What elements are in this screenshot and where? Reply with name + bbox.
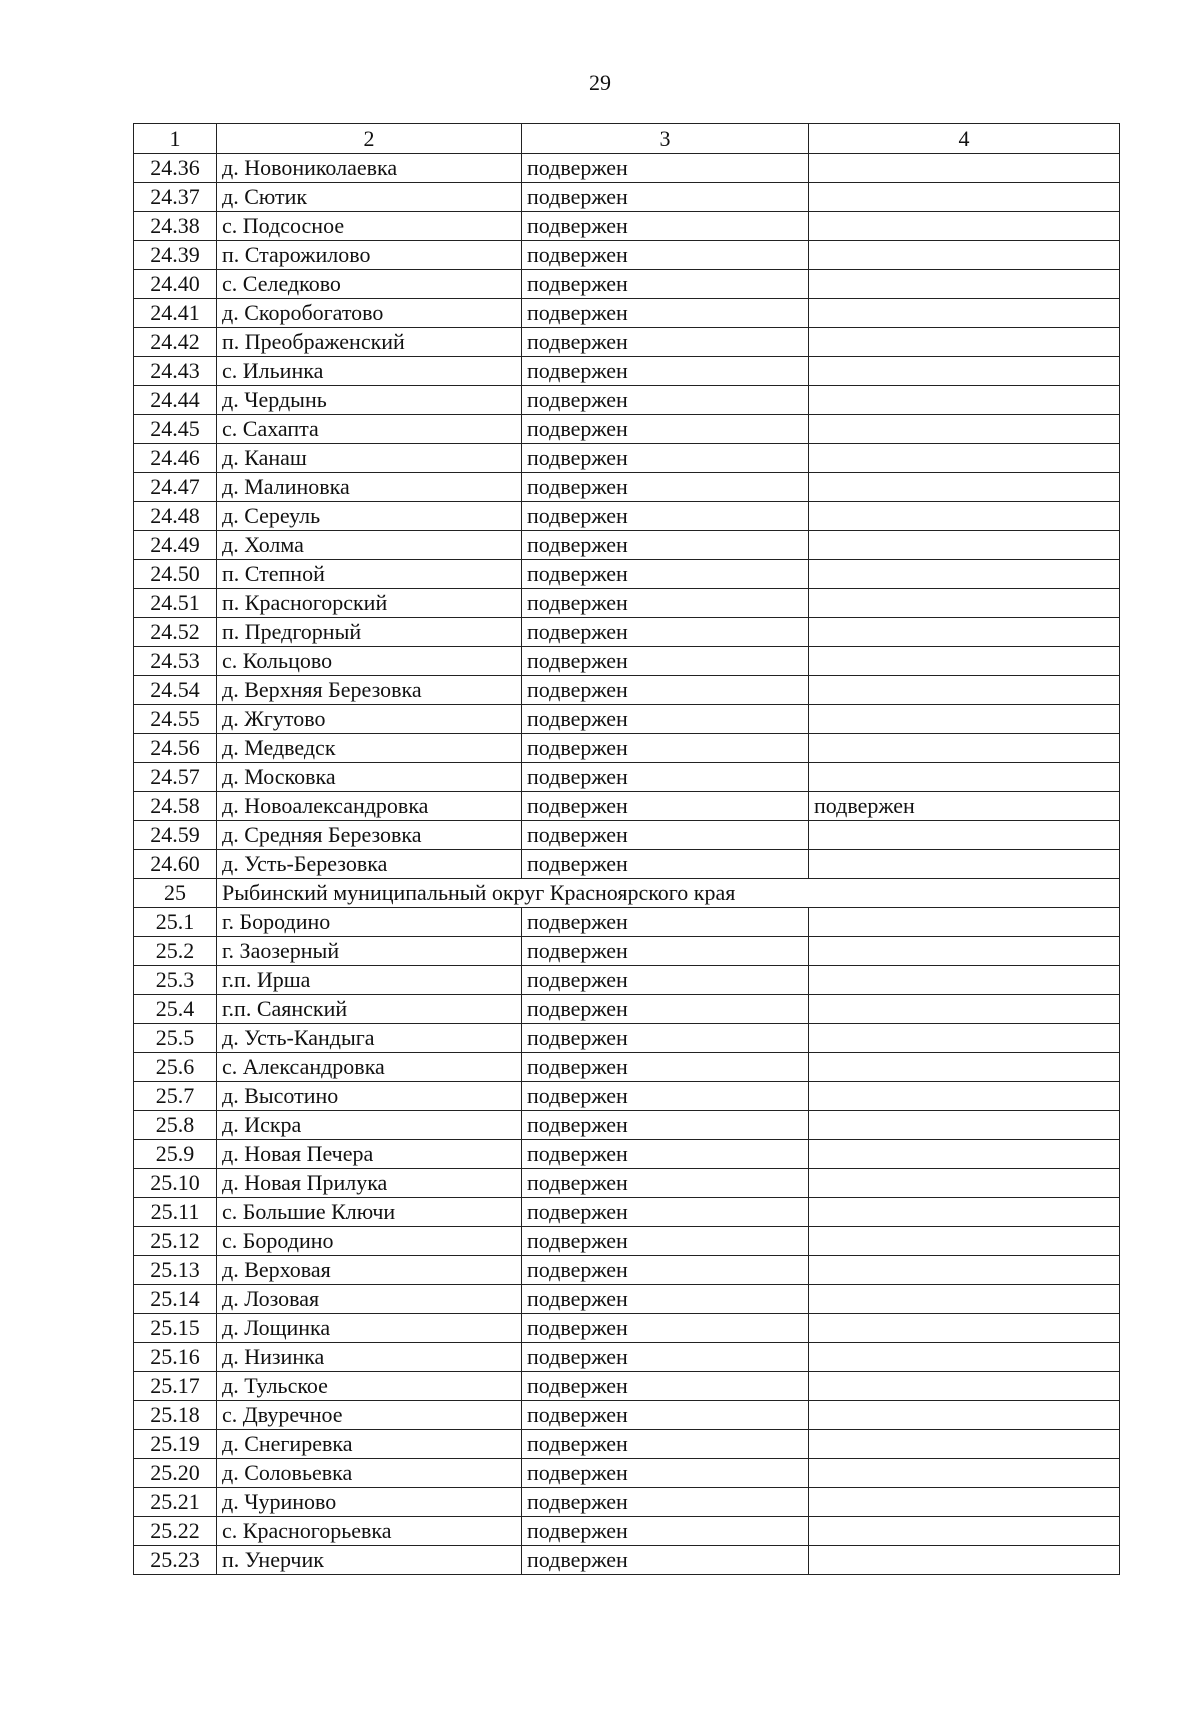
column-4-value xyxy=(809,734,1120,763)
row-number: 25.6 xyxy=(134,1053,217,1082)
column-3-value: подвержен xyxy=(522,908,809,937)
settlement-name: д. Низинка xyxy=(217,1343,522,1372)
column-header-2: 2 xyxy=(217,124,522,154)
column-3-value: подвержен xyxy=(522,1227,809,1256)
table-row xyxy=(134,241,1120,270)
table-row xyxy=(134,1256,1120,1285)
table-row xyxy=(134,850,1120,879)
row-number: 24.46 xyxy=(134,444,217,473)
settlement-name: п. Красногорский xyxy=(217,589,522,618)
column-3-value: подвержен xyxy=(522,995,809,1024)
row-number: 24.52 xyxy=(134,618,217,647)
section-row xyxy=(134,879,1120,908)
table-row xyxy=(134,531,1120,560)
section-title: Рыбинский муниципальный округ Красноярского края xyxy=(217,879,1120,908)
column-4-value xyxy=(809,1343,1120,1372)
settlement-name: с. Ильинка xyxy=(217,357,522,386)
settlement-name: д. Чуриново xyxy=(217,1488,522,1517)
column-4-value xyxy=(809,850,1120,879)
settlement-name: д. Новая Прилука xyxy=(217,1169,522,1198)
table-row xyxy=(134,560,1120,589)
column-4-value xyxy=(809,444,1120,473)
settlement-name: с. Красногорьевка xyxy=(217,1517,522,1546)
table-row xyxy=(134,502,1120,531)
table-row xyxy=(134,1546,1120,1575)
table-row xyxy=(134,386,1120,415)
column-4-value xyxy=(809,1517,1120,1546)
row-number: 24.55 xyxy=(134,705,217,734)
table-header-row xyxy=(134,124,1120,154)
row-number: 24.58 xyxy=(134,792,217,821)
table-body xyxy=(134,154,1120,1575)
table-row xyxy=(134,270,1120,299)
settlement-name: д. Новониколаевка xyxy=(217,154,522,183)
column-3-value: подвержен xyxy=(522,734,809,763)
column-4-value xyxy=(809,560,1120,589)
row-number: 25.13 xyxy=(134,1256,217,1285)
settlement-name: д. Усть-Кандыга xyxy=(217,1024,522,1053)
column-3-value: подвержен xyxy=(522,705,809,734)
row-number: 25.10 xyxy=(134,1169,217,1198)
table-row xyxy=(134,1401,1120,1430)
column-4-value xyxy=(809,966,1120,995)
column-4-value xyxy=(809,357,1120,386)
column-3-value: подвержен xyxy=(522,299,809,328)
settlement-name: д. Чердынь xyxy=(217,386,522,415)
column-4-value xyxy=(809,1169,1120,1198)
row-number: 25.3 xyxy=(134,966,217,995)
column-3-value: подвержен xyxy=(522,1140,809,1169)
column-3-value: подвержен xyxy=(522,241,809,270)
column-4-value xyxy=(809,618,1120,647)
column-3-value: подвержен xyxy=(522,328,809,357)
settlement-name: д. Новоалександровка xyxy=(217,792,522,821)
column-4-value xyxy=(809,1459,1120,1488)
table-row xyxy=(134,908,1120,937)
table-row xyxy=(134,1169,1120,1198)
column-4-value xyxy=(809,589,1120,618)
column-4-value xyxy=(809,1256,1120,1285)
settlement-name: г.п. Ирша xyxy=(217,966,522,995)
row-number: 25.14 xyxy=(134,1285,217,1314)
column-4-value xyxy=(809,1111,1120,1140)
row-number: 24.47 xyxy=(134,473,217,502)
column-3-value: подвержен xyxy=(522,502,809,531)
row-number: 25.23 xyxy=(134,1546,217,1575)
row-number: 25.8 xyxy=(134,1111,217,1140)
column-4-value xyxy=(809,212,1120,241)
column-3-value: подвержен xyxy=(522,589,809,618)
column-3-value: подвержен xyxy=(522,386,809,415)
settlement-name: с. Александровка xyxy=(217,1053,522,1082)
settlement-name: п. Степной xyxy=(217,560,522,589)
column-4-value xyxy=(809,1053,1120,1082)
column-4-value xyxy=(809,183,1120,212)
row-number: 24.43 xyxy=(134,357,217,386)
table-row xyxy=(134,444,1120,473)
column-3-value: подвержен xyxy=(522,1372,809,1401)
column-3-value: подвержен xyxy=(522,937,809,966)
table-row xyxy=(134,1227,1120,1256)
settlement-name: д. Новая Печера xyxy=(217,1140,522,1169)
row-number: 24.42 xyxy=(134,328,217,357)
column-4-value xyxy=(809,473,1120,502)
settlement-name: с. Кольцово xyxy=(217,647,522,676)
table-row xyxy=(134,763,1120,792)
table-row xyxy=(134,1488,1120,1517)
column-3-value: подвержен xyxy=(522,1401,809,1430)
column-3-value: подвержен xyxy=(522,1285,809,1314)
settlement-name: г. Бородино xyxy=(217,908,522,937)
column-3-value: подвержен xyxy=(522,1517,809,1546)
settlement-name: д. Высотино xyxy=(217,1082,522,1111)
table-row xyxy=(134,589,1120,618)
row-number: 24.48 xyxy=(134,502,217,531)
row-number: 25.11 xyxy=(134,1198,217,1227)
settlement-name: п. Предгорный xyxy=(217,618,522,647)
table-row xyxy=(134,705,1120,734)
settlement-name: д. Верховая xyxy=(217,1256,522,1285)
column-4-value xyxy=(809,531,1120,560)
column-3-value: подвержен xyxy=(522,473,809,502)
table-row xyxy=(134,966,1120,995)
column-header-1: 1 xyxy=(134,124,217,154)
row-number: 24.37 xyxy=(134,183,217,212)
settlement-name: д. Холма xyxy=(217,531,522,560)
column-4-value: подвержен xyxy=(809,792,1120,821)
row-number: 24.38 xyxy=(134,212,217,241)
column-4-value xyxy=(809,270,1120,299)
row-number: 24.45 xyxy=(134,415,217,444)
settlement-name: д. Лощинка xyxy=(217,1314,522,1343)
column-3-value: подвержен xyxy=(522,1111,809,1140)
column-3-value: подвержен xyxy=(522,212,809,241)
column-4-value xyxy=(809,1401,1120,1430)
settlement-name: д. Соловьевка xyxy=(217,1459,522,1488)
settlement-name: д. Канаш xyxy=(217,444,522,473)
row-number: 24.59 xyxy=(134,821,217,850)
settlement-name: д. Лозовая xyxy=(217,1285,522,1314)
table-row xyxy=(134,821,1120,850)
table-row xyxy=(134,1459,1120,1488)
row-number: 24.54 xyxy=(134,676,217,705)
column-4-value xyxy=(809,1024,1120,1053)
row-number: 25.20 xyxy=(134,1459,217,1488)
settlement-name: с. Селедково xyxy=(217,270,522,299)
column-4-value xyxy=(809,1227,1120,1256)
table-row xyxy=(134,792,1120,821)
table-row xyxy=(134,647,1120,676)
column-3-value: подвержен xyxy=(522,850,809,879)
column-4-value xyxy=(809,1198,1120,1227)
column-header-3: 3 xyxy=(522,124,809,154)
table-row xyxy=(134,995,1120,1024)
column-4-value xyxy=(809,1488,1120,1517)
row-number: 24.39 xyxy=(134,241,217,270)
settlement-name: п. Старожилово xyxy=(217,241,522,270)
column-3-value: подвержен xyxy=(522,1546,809,1575)
settlement-name: д. Снегиревка xyxy=(217,1430,522,1459)
settlement-name: п. Преображенский xyxy=(217,328,522,357)
column-4-value xyxy=(809,1546,1120,1575)
column-4-value xyxy=(809,937,1120,966)
column-4-value xyxy=(809,1314,1120,1343)
column-3-value: подвержен xyxy=(522,1430,809,1459)
row-number: 25.16 xyxy=(134,1343,217,1372)
table-row xyxy=(134,1314,1120,1343)
row-number: 25.9 xyxy=(134,1140,217,1169)
row-number: 25.18 xyxy=(134,1401,217,1430)
column-4-value xyxy=(809,1140,1120,1169)
settlement-name: д. Усть-Березовка xyxy=(217,850,522,879)
column-3-value: подвержен xyxy=(522,154,809,183)
settlement-name: д. Малиновка xyxy=(217,473,522,502)
column-4-value xyxy=(809,241,1120,270)
column-3-value: подвержен xyxy=(522,618,809,647)
row-number: 25.19 xyxy=(134,1430,217,1459)
column-3-value: подвержен xyxy=(522,415,809,444)
table-row xyxy=(134,1111,1120,1140)
column-4-value xyxy=(809,821,1120,850)
settlement-name: п. Унерчик xyxy=(217,1546,522,1575)
settlement-name: д. Сереуль xyxy=(217,502,522,531)
settlement-name: с. Большие Ключи xyxy=(217,1198,522,1227)
row-number: 24.49 xyxy=(134,531,217,560)
column-4-value xyxy=(809,1430,1120,1459)
row-number: 25.4 xyxy=(134,995,217,1024)
settlement-name: с. Двуречное xyxy=(217,1401,522,1430)
row-number: 24.60 xyxy=(134,850,217,879)
column-4-value xyxy=(809,908,1120,937)
row-number: 25.7 xyxy=(134,1082,217,1111)
table-row xyxy=(134,212,1120,241)
column-4-value xyxy=(809,647,1120,676)
column-3-value: подвержен xyxy=(522,183,809,212)
settlement-name: г. Заозерный xyxy=(217,937,522,966)
table-row xyxy=(134,734,1120,763)
row-number: 25.1 xyxy=(134,908,217,937)
table-row xyxy=(134,1024,1120,1053)
row-number: 24.40 xyxy=(134,270,217,299)
column-4-value xyxy=(809,386,1120,415)
column-3-value: подвержен xyxy=(522,1053,809,1082)
column-3-value: подвержен xyxy=(522,966,809,995)
row-number: 24.44 xyxy=(134,386,217,415)
table-row xyxy=(134,1082,1120,1111)
table-row xyxy=(134,299,1120,328)
row-number: 24.41 xyxy=(134,299,217,328)
row-number: 25.15 xyxy=(134,1314,217,1343)
table-row xyxy=(134,618,1120,647)
settlement-name: д. Искра xyxy=(217,1111,522,1140)
table-row xyxy=(134,1430,1120,1459)
column-3-value: подвержен xyxy=(522,1459,809,1488)
table-row xyxy=(134,473,1120,502)
table-row xyxy=(134,154,1120,183)
row-number: 25.22 xyxy=(134,1517,217,1546)
column-3-value: подвержен xyxy=(522,270,809,299)
column-3-value: подвержен xyxy=(522,763,809,792)
column-3-value: подвержен xyxy=(522,1488,809,1517)
settlement-name: д. Скоробогатово xyxy=(217,299,522,328)
column-4-value xyxy=(809,502,1120,531)
column-4-value xyxy=(809,1082,1120,1111)
column-3-value: подвержен xyxy=(522,676,809,705)
column-3-value: подвержен xyxy=(522,1198,809,1227)
column-3-value: подвержен xyxy=(522,1169,809,1198)
row-number: 25.5 xyxy=(134,1024,217,1053)
table-row xyxy=(134,183,1120,212)
column-3-value: подвержен xyxy=(522,444,809,473)
settlement-name: с. Бородино xyxy=(217,1227,522,1256)
column-4-value xyxy=(809,154,1120,183)
table-row xyxy=(134,357,1120,386)
column-4-value xyxy=(809,1285,1120,1314)
table-row xyxy=(134,1372,1120,1401)
column-3-value: подвержен xyxy=(522,1082,809,1111)
column-3-value: подвержен xyxy=(522,821,809,850)
row-number: 24.53 xyxy=(134,647,217,676)
settlement-name: д. Медведск xyxy=(217,734,522,763)
table-row xyxy=(134,1140,1120,1169)
column-4-value xyxy=(809,676,1120,705)
column-4-value xyxy=(809,995,1120,1024)
column-4-value xyxy=(809,705,1120,734)
column-4-value xyxy=(809,415,1120,444)
page-number: 29 xyxy=(589,70,611,95)
row-number: 25.17 xyxy=(134,1372,217,1401)
row-number: 24.36 xyxy=(134,154,217,183)
settlement-name: д. Тульское xyxy=(217,1372,522,1401)
settlement-name: д. Сютик xyxy=(217,183,522,212)
row-number: 24.56 xyxy=(134,734,217,763)
column-4-value xyxy=(809,1372,1120,1401)
row-number: 24.57 xyxy=(134,763,217,792)
table-row xyxy=(134,1053,1120,1082)
column-4-value xyxy=(809,328,1120,357)
table-row xyxy=(134,415,1120,444)
row-number: 24.51 xyxy=(134,589,217,618)
settlement-name: д. Верхняя Березовка xyxy=(217,676,522,705)
row-number: 25.21 xyxy=(134,1488,217,1517)
table-row xyxy=(134,1517,1120,1546)
settlement-name: с. Сахапта xyxy=(217,415,522,444)
settlement-name: г.п. Саянский xyxy=(217,995,522,1024)
column-3-value: подвержен xyxy=(522,357,809,386)
column-3-value: подвержен xyxy=(522,1314,809,1343)
column-3-value: подвержен xyxy=(522,647,809,676)
settlement-name: д. Средняя Березовка xyxy=(217,821,522,850)
column-3-value: подвержен xyxy=(522,1343,809,1372)
table-row xyxy=(134,937,1120,966)
column-3-value: подвержен xyxy=(522,560,809,589)
column-3-value: подвержен xyxy=(522,1024,809,1053)
column-3-value: подвержен xyxy=(522,531,809,560)
table-row xyxy=(134,676,1120,705)
settlement-name: д. Жгутово xyxy=(217,705,522,734)
settlement-name: с. Подсосное xyxy=(217,212,522,241)
table-row xyxy=(134,1285,1120,1314)
column-4-value xyxy=(809,299,1120,328)
row-number: 25.2 xyxy=(134,937,217,966)
row-number: 24.50 xyxy=(134,560,217,589)
column-header-4: 4 xyxy=(809,124,1120,154)
settlement-name: д. Московка xyxy=(217,763,522,792)
row-number: 25.12 xyxy=(134,1227,217,1256)
table-row xyxy=(134,1198,1120,1227)
column-3-value: подвержен xyxy=(522,792,809,821)
column-4-value xyxy=(809,763,1120,792)
column-3-value: подвержен xyxy=(522,1256,809,1285)
table-row xyxy=(134,328,1120,357)
row-number: 25 xyxy=(134,879,217,908)
settlements-table xyxy=(133,123,1120,1575)
table-row xyxy=(134,1343,1120,1372)
